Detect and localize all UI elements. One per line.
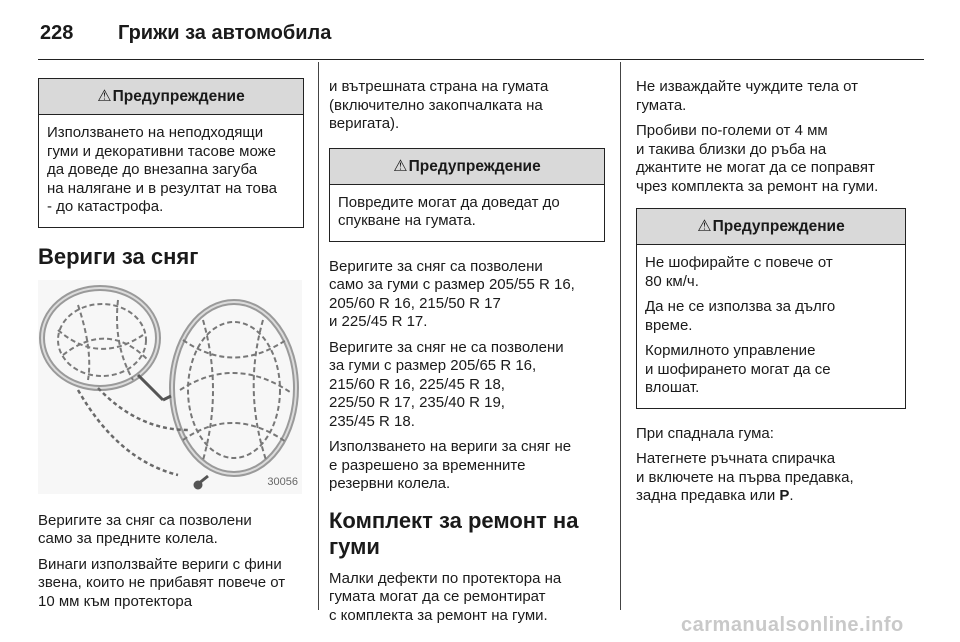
section-title-repair-kit: Комплект за ремонт на гуми (329, 507, 579, 559)
snow-chains-illustration (38, 280, 302, 494)
warning-box-speed (636, 208, 906, 409)
page-title: Грижи за автомобила (118, 22, 332, 44)
warning-body (330, 185, 604, 241)
paragraph-fine-links: Винаги използвайте вериги с фини звена, които не прибавят повече от 10 мм към протектора (38, 555, 286, 610)
column-1 (38, 78, 304, 618)
paragraph-foreign-objects: Не изваждайте чуждите тела от гумата. (636, 78, 859, 114)
warning-text: Използването на неподходящи гуми и декоративни тасове може да доведе до внезапна загуба на налягане и в резултат на това - до катастрофа. (47, 124, 277, 215)
page-number: 228 (40, 22, 74, 44)
snow-chains-image (38, 280, 302, 494)
column-2 (329, 78, 605, 632)
paragraph-allowed-sizes: Веригите за сняг са позволени само за гуми с размер 205/55 R 16, 205/60 R 16, 215/50 R 17 и 225/45 R 17. (329, 257, 575, 330)
warning-triangle-icon: ⚠ (393, 157, 408, 175)
paragraph-handbrake: Натегнете ръчната спирачка и включете на първа предавка, задна предавка или P. (636, 450, 854, 504)
warning-text: Повредите могат да доведат до спукване на гумата. (338, 193, 560, 229)
watermark: carmanualsonline.info (681, 614, 904, 636)
warning-heading: ⚠Предупреждение (39, 79, 303, 115)
paragraph-small-defects: Малки дефекти по протектора на гумата могат да се ремонтират с комплекта за ремонт на гуми. (329, 569, 562, 624)
header-divider (38, 59, 924, 60)
paragraph-not-allowed-sizes: Веригите за сняг не са позволени за гуми с размер 205/65 R 16, 215/60 R 16, 225/45 R 18, 225/50 R 17, 235/40 R 19, 235/45 R 18. (329, 338, 564, 430)
warning-body (39, 115, 303, 227)
paragraph-flat-tire: При спаднала гума: (636, 424, 774, 442)
warning-triangle-icon: ⚠ (697, 218, 712, 235)
warning-text-steering: Кормилното управление и шофирането могат да се влошат. (645, 342, 831, 396)
column-divider-2 (620, 62, 621, 610)
figure-number: 30056 (267, 475, 298, 488)
column-divider-1 (318, 62, 319, 610)
warning-box-tires (38, 78, 304, 228)
paragraph-continuation: и вътрешната страна на гумата (включително закопчалката на веригата). (329, 78, 549, 132)
warning-body (637, 245, 905, 408)
paragraph-front-wheels: Веригите за сняг са позволени само за предните колела. (38, 511, 252, 547)
warning-box-damage (329, 148, 605, 242)
warning-triangle-icon: ⚠ (97, 88, 112, 105)
warning-text-speed: Не шофирайте с повече от 80 км/ч. (645, 254, 833, 290)
section-title-snow-chains: Вериги за сняг (38, 243, 199, 269)
column-3 (636, 78, 906, 513)
paragraph-spare-wheel: Използването на вериги за сняг не е разрешено за временните резервни колела. (329, 438, 572, 492)
warning-text-duration: Да не се използва за дълго време. (645, 298, 836, 334)
warning-heading: ⚠Предупреждение (330, 149, 604, 185)
gear-p-label: P (779, 487, 790, 504)
paragraph-punctures: Пробиви по-големи от 4 мм и такива близки до ръба на джантите не могат да се поправят чрез комплекта за ремонт на гуми. (636, 122, 879, 195)
warning-heading: ⚠Предупреждение (637, 209, 905, 245)
